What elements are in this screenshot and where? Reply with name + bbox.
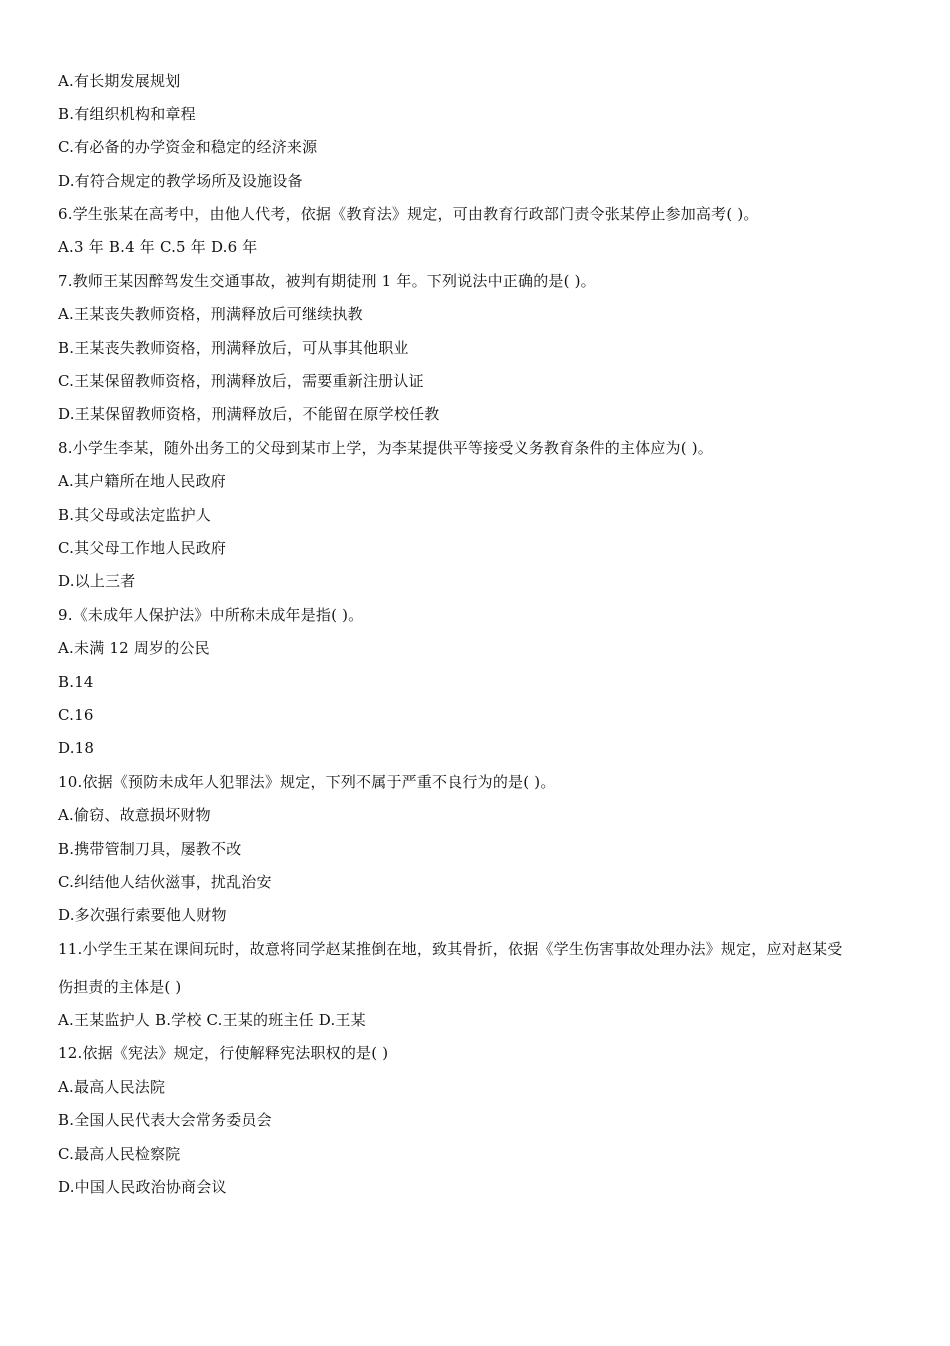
question-9: 9.《未成年人保护法》中所称未成年是指( )。 (58, 606, 364, 624)
option-line: D.多次强行索要他人财物 (58, 906, 227, 924)
option-line: C.纠结他人结伙滋事，扰乱治安 (58, 873, 272, 891)
option-line: D.中国人民政治协商会议 (58, 1178, 227, 1196)
option-line: B.王某丧失教师资格，刑满释放后，可从事其他职业 (58, 339, 409, 357)
option-line: A.偷窃、故意损坏财物 (58, 806, 211, 824)
question-11: 11.小学生王某在课间玩时，故意将同学赵某推倒在地，致其骨折，依据《学生伤害事故处理办法》规定，应对赵某受 (58, 940, 843, 958)
option-line: D.18 (58, 739, 95, 757)
option-line: C.16 (58, 706, 94, 724)
option-line: B.携带管制刀具，屡教不改 (58, 840, 242, 858)
option-line: D.以上三者 (58, 572, 136, 590)
option-line: A.最高人民法院 (58, 1078, 166, 1096)
option-line: A.其户籍所在地人民政府 (58, 472, 227, 490)
option-line: C.最高人民检察院 (58, 1145, 181, 1163)
option-line: C.其父母工作地人民政府 (58, 539, 227, 557)
option-line: A.有长期发展规划 (58, 72, 181, 90)
option-line: A.王某监护人 B.学校 C.王某的班主任 D.王某 (58, 1011, 366, 1029)
option-line: C.王某保留教师资格，刑满释放后，需要重新注册认证 (58, 372, 424, 390)
option-line: B.14 (58, 673, 94, 691)
question-6: 6.学生张某在高考中，由他人代考，依据《教育法》规定，可由教育行政部门责令张某停止参加高考( )。 (58, 205, 759, 223)
question-11-continued: 伤担责的主体是( ) (58, 978, 182, 996)
option-line: D.王某保留教师资格，刑满释放后，不能留在原学校任教 (58, 405, 440, 423)
option-line: A.未满 12 周岁的公民 (58, 639, 210, 657)
option-line: A.王某丧失教师资格，刑满释放后可继续执教 (58, 305, 363, 323)
option-line: B.其父母或法定监护人 (58, 506, 211, 524)
option-line: C.有必备的办学资金和稳定的经济来源 (58, 138, 318, 156)
question-7: 7.教师王某因醉驾发生交通事故，被判有期徒刑 1 年。下列说法中正确的是( )。 (58, 272, 596, 290)
option-line: B.有组织机构和章程 (58, 105, 196, 123)
option-line: A.3 年 B.4 年 C.5 年 D.6 年 (58, 238, 258, 256)
question-8: 8.小学生李某，随外出务工的父母到某市上学，为李某提供平等接受义务教育条件的主体应为( )。 (58, 439, 713, 457)
question-12: 12.依据《宪法》规定，行使解释宪法职权的是( ) (58, 1044, 389, 1062)
option-line: B.全国人民代表大会常务委员会 (58, 1111, 272, 1129)
question-10: 10.依据《预防未成年人犯罪法》规定，下列不属于严重不良行为的是( )。 (58, 773, 556, 791)
option-line: D.有符合规定的教学场所及设施设备 (58, 172, 303, 190)
